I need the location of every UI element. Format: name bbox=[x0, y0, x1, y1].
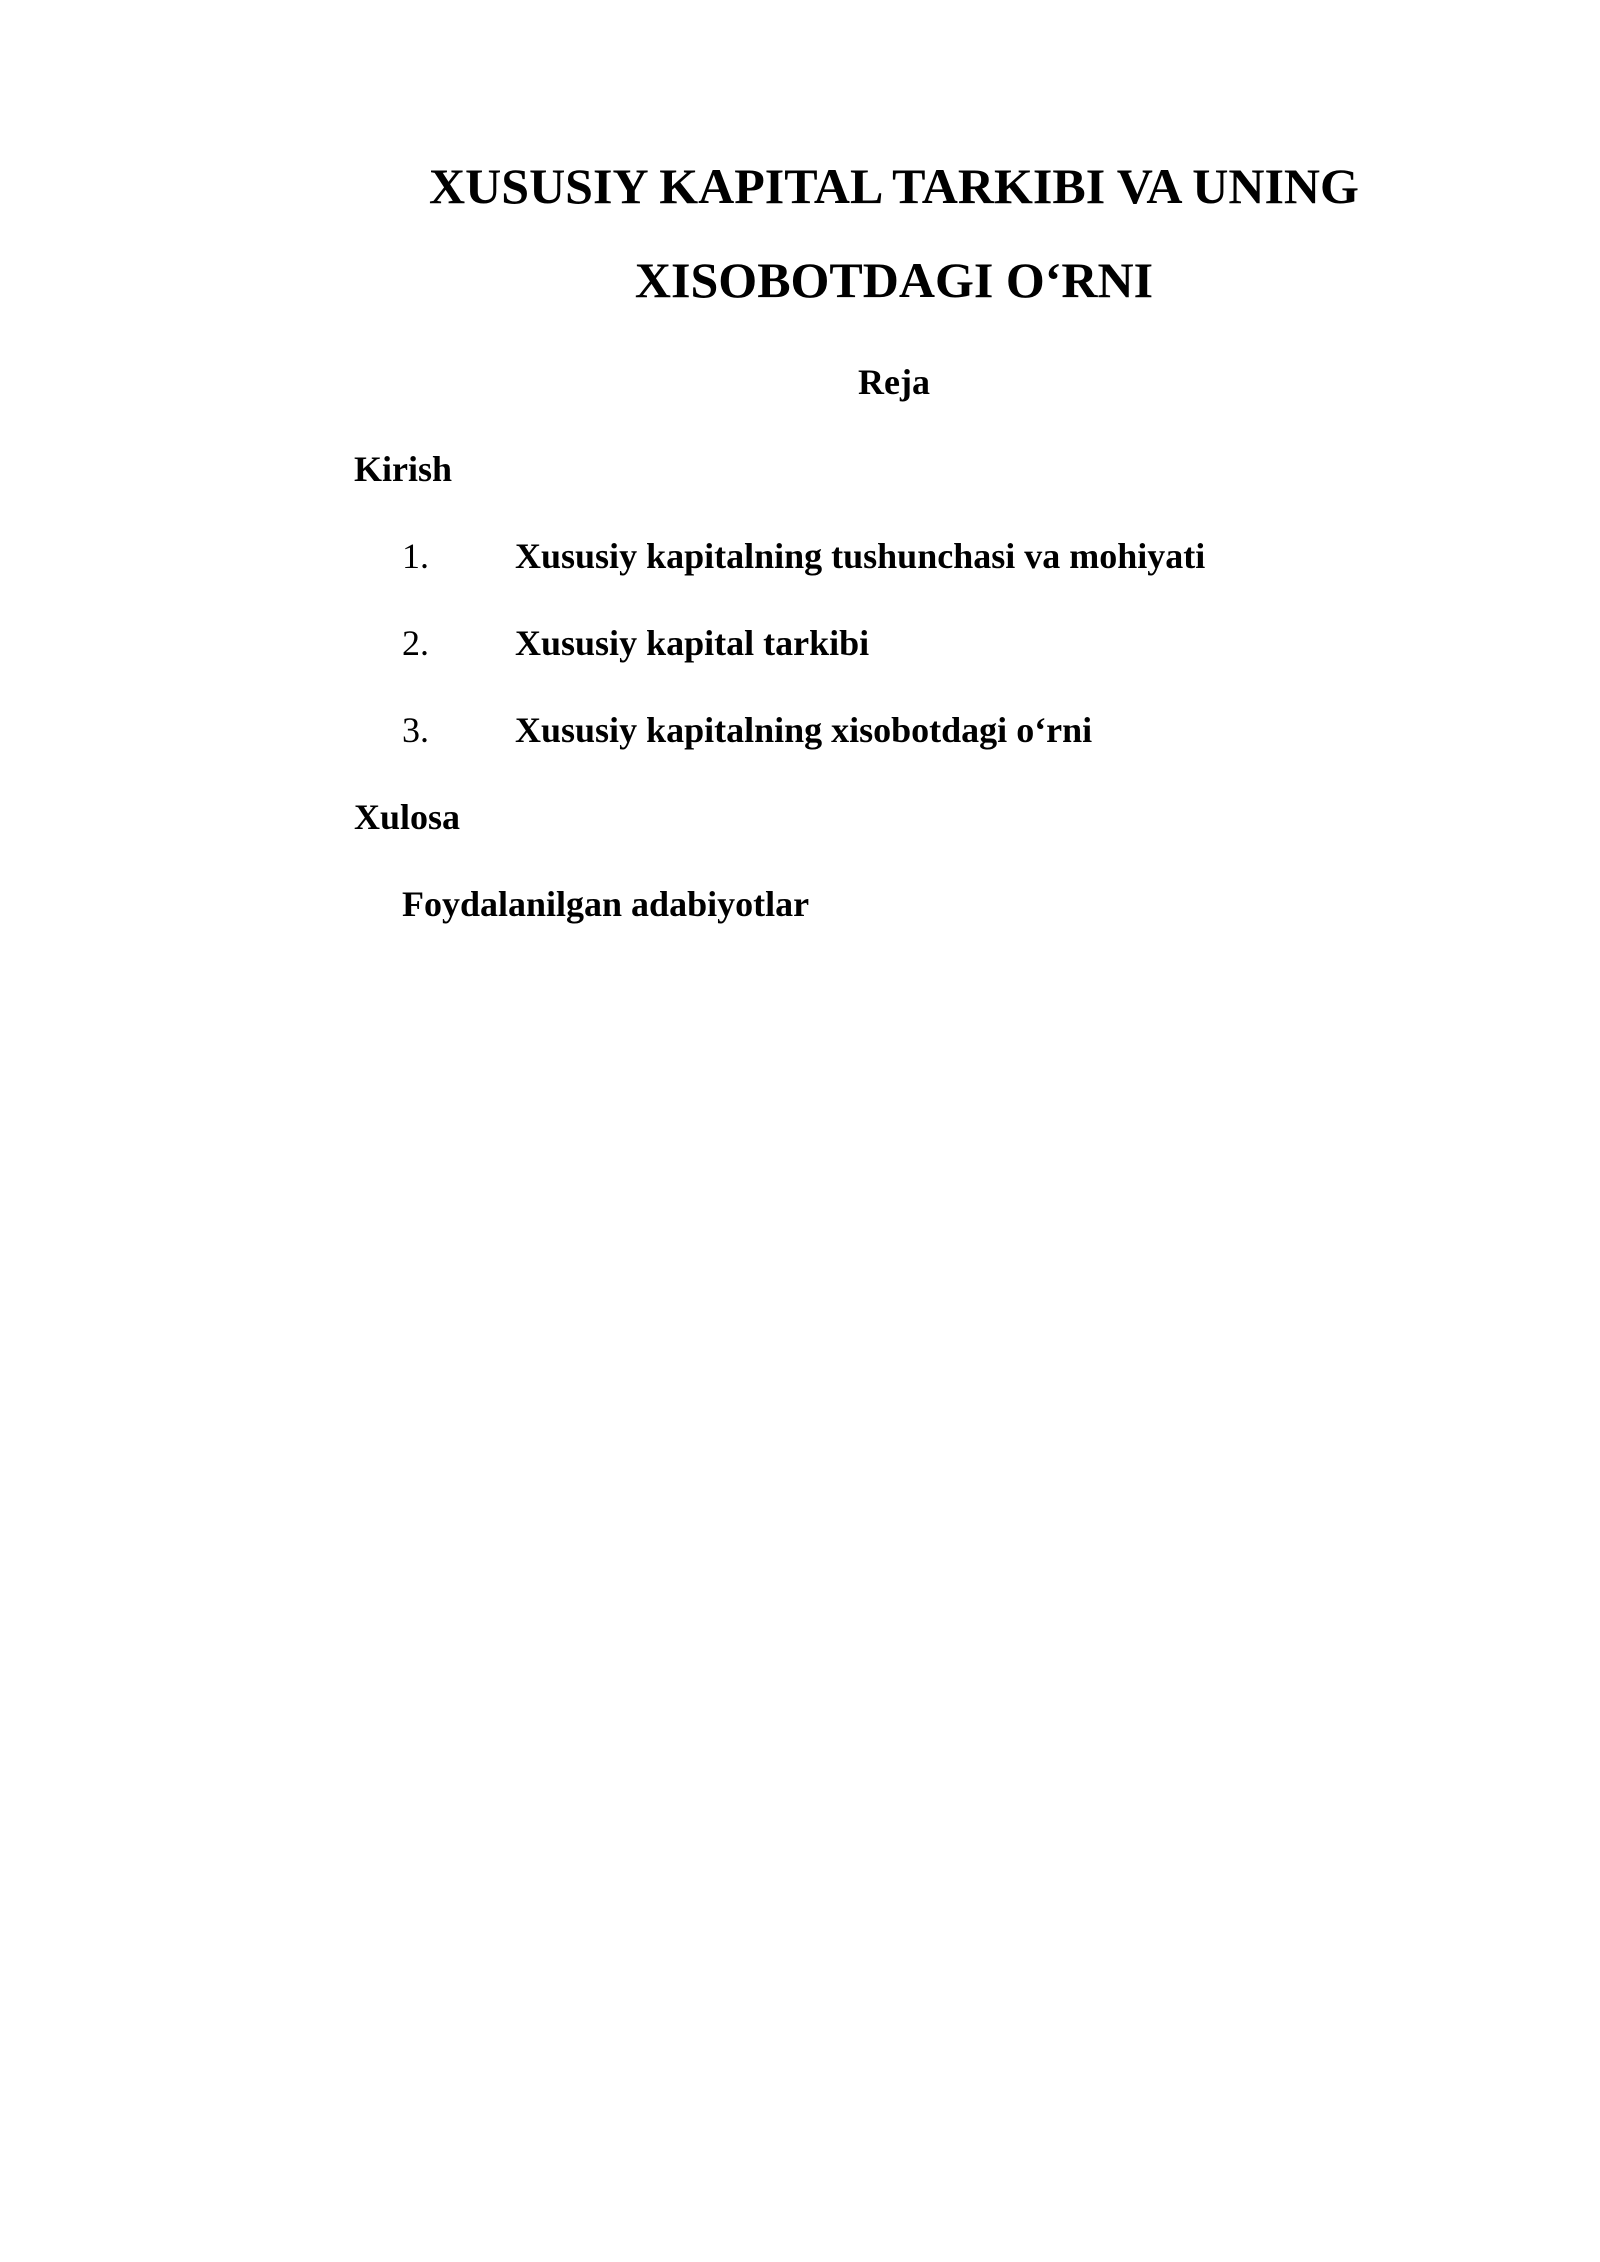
plan-item-number: 3. bbox=[402, 710, 429, 750]
plan-heading: Reja bbox=[858, 362, 930, 402]
document-title-line-1: XUSUSIY KAPITAL TARKIBI VA UNING bbox=[429, 158, 1359, 214]
introduction-heading: Kirish bbox=[354, 449, 453, 489]
plan-item-text: Xususiy kapitalning tushunchasi va mohiyati bbox=[515, 536, 1206, 576]
plan-item-number: 1. bbox=[402, 536, 429, 576]
plan-item bbox=[0, 534, 1600, 578]
plan-item-text: Xususiy kapital tarkibi bbox=[515, 623, 870, 663]
document-title-line-2: XISOBOTDAGI O‘RNI bbox=[634, 252, 1154, 308]
plan-item bbox=[0, 708, 1600, 752]
plan-item-number: 2. bbox=[402, 623, 429, 663]
references-heading: Foydalanilgan adabiyotlar bbox=[402, 884, 810, 924]
plan-item-text: Xususiy kapitalning xisobotdagi o‘rni bbox=[515, 710, 1093, 750]
plan-item bbox=[0, 621, 1600, 665]
conclusion-heading: Xulosa bbox=[354, 797, 461, 837]
